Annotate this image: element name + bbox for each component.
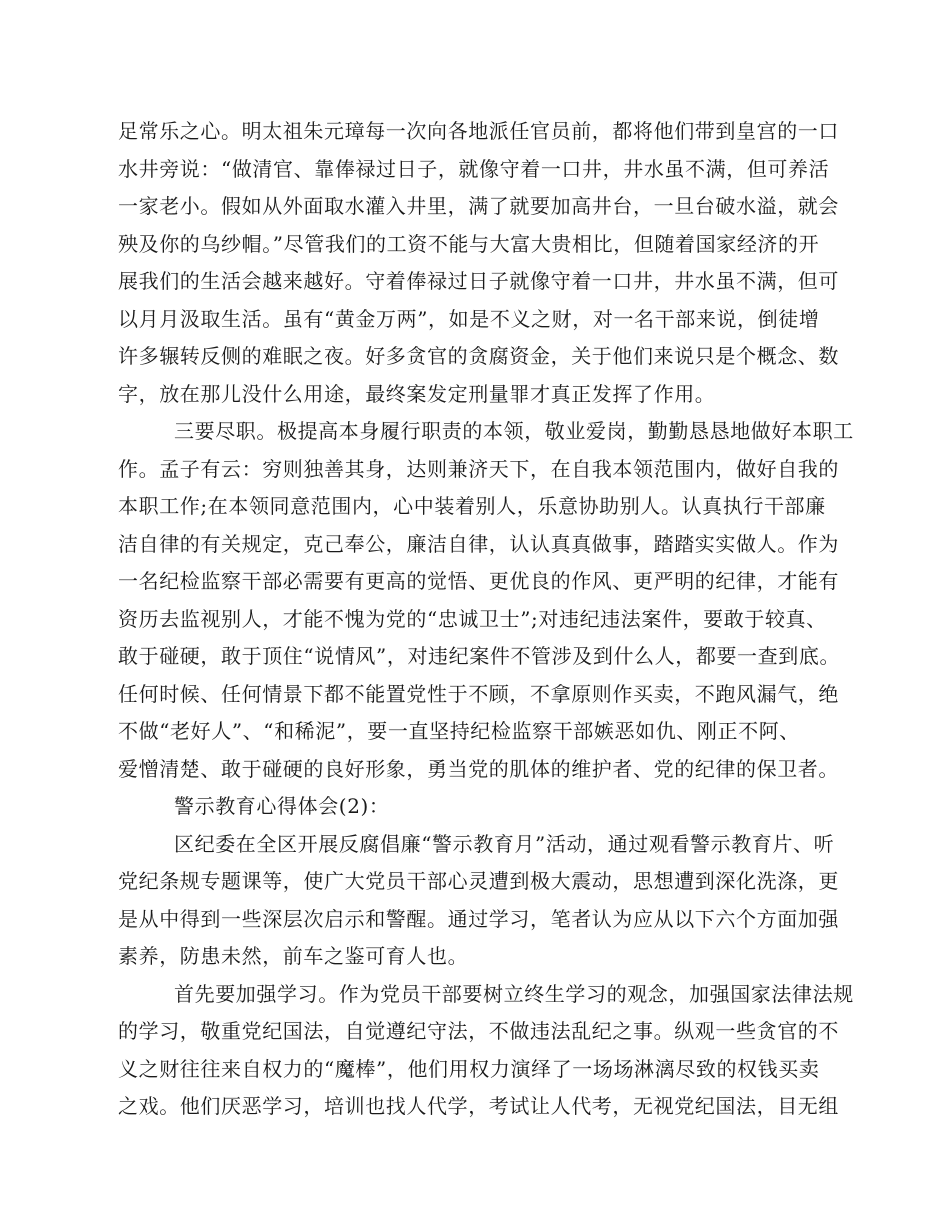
paragraph-start-line: 区纪委在全区开展反腐倡廉“警示教育月”活动，通过观看警示教育片、听 xyxy=(174,831,835,856)
text-line: 许多辗转反侧的难眠之夜。好多贪官的贪腐资金，关于他们来说只是个概念、数 xyxy=(118,344,839,368)
text-line: 以月月汲取生活。虽有“黄金万两”，如是不义之财，对一名干部来说，倒徒增 xyxy=(118,306,820,331)
document-body xyxy=(118,113,854,1126)
section-heading: 警示教育心得体会(2)： xyxy=(174,794,390,818)
text-line: 爱憎清楚、敢于碰硬的良好形象，勇当党的肌体的维护者、党的纪律的保卫者。 xyxy=(118,756,839,781)
text-line: 之戏。他们厌恶学习，培训也找人代学，考试让人代考，无视党纪国法，目无组 xyxy=(118,1094,839,1118)
text-line: 的学习，敬重党纪国法，自觉遵纪守法，不做违法乱纪之事。纵观一些贪官的不 xyxy=(118,1019,839,1043)
text-line: 一家老小。假如从外面取水灌入井里，满了就要加高井台，一旦台破水溢，就会 xyxy=(118,194,839,218)
text-line: 一名纪检监察干部必需要有更高的觉悟、更优良的作风、更严明的纪律，才能有 xyxy=(118,569,839,593)
text-line: 字，放在那儿没什么用途，最终案发定刑量罪才真正发挥了作用。 xyxy=(118,381,716,406)
text-line: 殃及你的乌纱帽。”尽管我们的工资不能与大富大贵相比，但随着国家经济的开 xyxy=(118,231,820,256)
text-line: 洁自律的有关规定，克己奉公，廉洁自律，认认真真做事，踏踏实实做人。作为 xyxy=(118,531,839,556)
text-line: 本职工作;在本领同意范围内，心中装着别人，乐意协助别人。认真执行干部廉 xyxy=(118,494,826,518)
paragraph-start-line: 三要尽职。极提高本身履行职责的本领，敬业爱岗，勤勤恳恳地做好本职工 xyxy=(174,419,854,443)
paragraph-start-line: 首先要加强学习。作为党员干部要树立终生学习的观念，加强国家法律法规 xyxy=(174,981,854,1006)
text-line: 党纪条规专题课等，使广大党员干部心灵遭到极大震动，思想遭到深化洗涤，更 xyxy=(118,869,839,893)
text-line: 不做“老好人”、“和稀泥”，要一直坚持纪检监察干部嫉恶如仇、刚正不阿、 xyxy=(118,719,800,743)
text-line: 素养，防患未然，前车之鉴可育人也。 xyxy=(118,944,469,968)
text-line: 任何时候、任何情景下都不能置党性于不顾，不拿原则作买卖，不跑风漏气，绝 xyxy=(118,681,839,706)
text-line: 展我们的生活会越来越好。守着俸禄过日子就像守着一口井，井水虽不满，但可 xyxy=(118,269,839,293)
text-line: 是从中得到一些深层次启示和警醒。通过学习，笔者认为应从以下六个方面加强 xyxy=(118,906,839,931)
text-line: 义之财往往来自权力的“魔棒”，他们用权力演绎了一场场淋漓尽致的权钱买卖 xyxy=(118,1056,820,1081)
text-line: 足常乐之心。明太祖朱元璋每一次向各地派任官员前，都将他们带到皇宫的一口 xyxy=(118,119,839,143)
text-line: 资历去监视别人，才能不愧为党的“忠诚卫士”;对违纪违法案件，要敢于较真、 xyxy=(118,606,827,631)
text-line: 作。孟子有云：穷则独善其身，达则兼济天下，在自我本领范围内，做好自我的 xyxy=(118,456,839,481)
text-line: 敢于碰硬，敢于顶住“说情风”，对违纪案件不管涉及到什么人，都要一查到底。 xyxy=(118,644,841,668)
text-line: 水井旁说：“做清官、靠俸禄过日子，就像守着一口井，井水虽不满，但可养活 xyxy=(118,156,830,181)
